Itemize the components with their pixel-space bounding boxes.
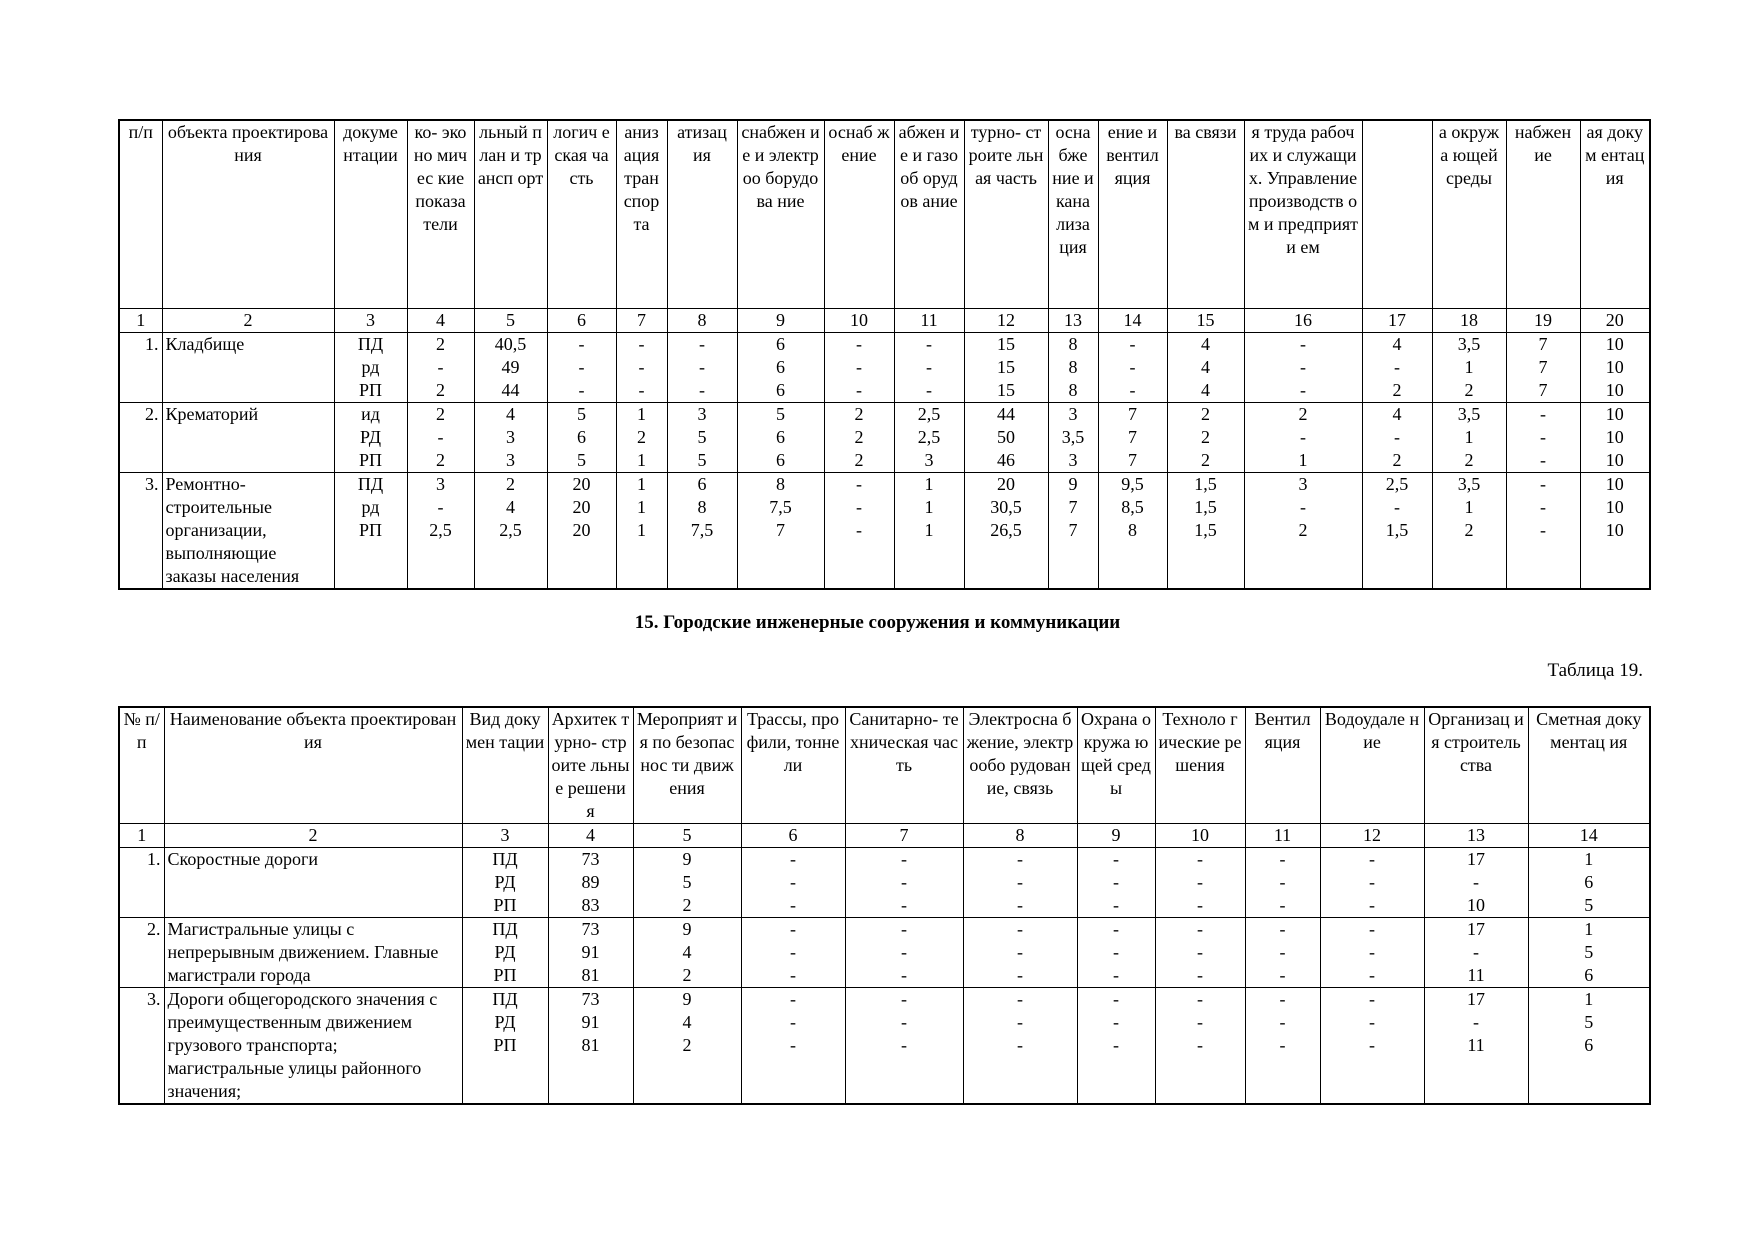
column-number-row: [119, 308, 1650, 332]
column-header: п/п: [119, 120, 162, 308]
column-number-row: [119, 824, 1650, 848]
column-number: 14: [1528, 824, 1650, 848]
table-cell: 2 2 2: [824, 402, 894, 472]
table-cell: - - -: [1155, 848, 1245, 918]
table-cell: 44 50 46: [964, 402, 1048, 472]
table-cell: - - -: [845, 918, 963, 988]
table-cell: 6 8 7,5: [667, 472, 737, 589]
row-number: 3.: [119, 988, 164, 1105]
table-cell: - - -: [667, 332, 737, 402]
table-cell: 10 10 10: [1580, 332, 1650, 402]
column-header: аниз ация тран спор та: [616, 120, 667, 308]
table-cell: - - -: [1320, 988, 1424, 1105]
table-cell: 15 15 15: [964, 332, 1048, 402]
column-header: Трассы, профили, тоннели: [741, 707, 845, 824]
column-number: 2: [162, 308, 334, 332]
column-header: Вид докумен тации: [462, 707, 548, 824]
table-row: [119, 848, 1650, 918]
table-cell: 73 89 83: [548, 848, 633, 918]
column-number: 5: [474, 308, 547, 332]
column-header: № п/п: [119, 707, 164, 824]
header-row: [119, 707, 1650, 824]
table-cell: ид РД РП: [334, 402, 407, 472]
column-number: 17: [1362, 308, 1432, 332]
table-cell: ПД РД РП: [462, 848, 548, 918]
column-number: 18: [1432, 308, 1506, 332]
table-cell: 5 6 5: [547, 402, 616, 472]
column-header: ение и вентил яция: [1098, 120, 1167, 308]
table-cell: - - -: [547, 332, 616, 402]
column-number: 4: [407, 308, 474, 332]
column-number: 2: [164, 824, 462, 848]
column-header: [1362, 120, 1432, 308]
table-cell: - - -: [1098, 332, 1167, 402]
table-cell: 1 1 1: [616, 472, 667, 589]
table-cell: 3,5 1 2: [1432, 472, 1506, 589]
table-cell: - - -: [1155, 988, 1245, 1105]
table-1-body: [119, 120, 1650, 589]
table-cell: 2 - 2: [407, 402, 474, 472]
column-header: снабжен ие и электроо борудова ние: [737, 120, 824, 308]
column-number: 7: [616, 308, 667, 332]
column-header: Сметная документац ия: [1528, 707, 1650, 824]
table-cell: 8 7,5 7: [737, 472, 824, 589]
column-number: 20: [1580, 308, 1650, 332]
column-header: оснаб жение: [824, 120, 894, 308]
table-cell: 1 6 5: [1528, 848, 1650, 918]
table-cell: - - -: [616, 332, 667, 402]
table-cell: 2,5 - 1,5: [1362, 472, 1432, 589]
table-19-body: [119, 707, 1650, 1104]
column-number: 1: [119, 308, 162, 332]
column-header: ва связи: [1167, 120, 1244, 308]
object-name: Крематорий: [162, 402, 334, 472]
column-number: 9: [737, 308, 824, 332]
table-cell: 9 7 7: [1048, 472, 1098, 589]
table-row: [119, 988, 1650, 1105]
table-cell: 9 5 2: [633, 848, 741, 918]
table-cell: 4 - 2: [1362, 402, 1432, 472]
column-header: Архитек турно- строите льные решения: [548, 707, 633, 824]
table-cell: 17 - 11: [1424, 988, 1528, 1105]
table-cell: 3,5 1 2: [1432, 402, 1506, 472]
table-cell: ПД рд РП: [334, 472, 407, 589]
table-cell: 3,5 1 2: [1432, 332, 1506, 402]
table-cell: - - -: [1244, 332, 1362, 402]
table-cell: 3 - 2,5: [407, 472, 474, 589]
table-cell: 4 - 2: [1362, 332, 1432, 402]
table-cell: 40,5 49 44: [474, 332, 547, 402]
table-cell: - - -: [845, 988, 963, 1105]
row-number: 1.: [119, 848, 164, 918]
table-cell: - - -: [1320, 848, 1424, 918]
column-number: 8: [963, 824, 1077, 848]
row-number: 1.: [119, 332, 162, 402]
table-cell: ПД РД РП: [462, 988, 548, 1105]
table-cell: - - -: [1077, 988, 1155, 1105]
table-row: [119, 472, 1650, 589]
design-norms-table-19: [118, 706, 1651, 1105]
table-cell: 3 - 2: [1244, 472, 1362, 589]
row-number: 2.: [119, 918, 164, 988]
column-header: Наименование объекта проектирования: [164, 707, 462, 824]
table-row: [119, 332, 1650, 402]
column-number: 11: [894, 308, 964, 332]
table-cell: - - -: [741, 848, 845, 918]
column-header: Мероприят ия по безопаснос ти движения: [633, 707, 741, 824]
table-cell: ПД рд РП: [334, 332, 407, 402]
column-header: объекта проектирования: [162, 120, 334, 308]
table-cell: 1 1 1: [894, 472, 964, 589]
column-number: 12: [1320, 824, 1424, 848]
column-number: 4: [548, 824, 633, 848]
header-row: [119, 120, 1650, 308]
table-row: [119, 402, 1650, 472]
table-cell: 1 2 1: [616, 402, 667, 472]
column-header: Электросна бжение, электрообо рудование, связь: [963, 707, 1077, 824]
object-name: Ремонтно-строительные организации, выполняющие заказы населения: [162, 472, 334, 589]
table-cell: - - -: [824, 332, 894, 402]
table-cell: - - -: [1245, 988, 1320, 1105]
table-cell: ПД РД РП: [462, 918, 548, 988]
column-header: я труда рабочих и служащих. Управление производств ом и предприяти ем: [1244, 120, 1362, 308]
table-cell: - - -: [1077, 918, 1155, 988]
table-cell: - - -: [963, 848, 1077, 918]
column-number: 16: [1244, 308, 1362, 332]
table-cell: 2 4 2,5: [474, 472, 547, 589]
design-norms-table-1: [118, 119, 1651, 590]
object-name: Магистральные улицы с непрерывным движением. Главные магистрали города: [164, 918, 462, 988]
column-header: Водоудале ние: [1320, 707, 1424, 824]
column-number: 15: [1167, 308, 1244, 332]
column-header: льный план и трансп орт: [474, 120, 547, 308]
column-number: 10: [824, 308, 894, 332]
column-number: 10: [1155, 824, 1245, 848]
table-cell: - - -: [1506, 472, 1580, 589]
column-header: докуме нтации: [334, 120, 407, 308]
table-cell: 9 4 2: [633, 988, 741, 1105]
column-number: 3: [462, 824, 548, 848]
column-header: Охрана окружа ющей среды: [1077, 707, 1155, 824]
table-cell: - - -: [1320, 918, 1424, 988]
column-header: Организац ия строитель ства: [1424, 707, 1528, 824]
table-cell: 20 30,5 26,5: [964, 472, 1048, 589]
column-header: турно- строите льная часть: [964, 120, 1048, 308]
table-cell: 2 - 2: [407, 332, 474, 402]
table-cell: 1,5 1,5 1,5: [1167, 472, 1244, 589]
table-cell: 9 4 2: [633, 918, 741, 988]
table-cell: 5 6 6: [737, 402, 824, 472]
column-number: 19: [1506, 308, 1580, 332]
object-name: Дороги общегородского значения с преимущественным движением грузового транспорта; магистральные улицы районного значения;: [164, 988, 462, 1105]
table-cell: - - -: [1077, 848, 1155, 918]
table-cell: 17 - 11: [1424, 918, 1528, 988]
table-cell: 73 91 81: [548, 988, 633, 1105]
table-cell: 17 - 10: [1424, 848, 1528, 918]
table-cell: 3 3,5 3: [1048, 402, 1098, 472]
table-cell: 8 8 8: [1048, 332, 1098, 402]
table-cell: - - -: [741, 988, 845, 1105]
table-caption: Таблица 19.: [1547, 660, 1643, 681]
table-cell: 3 5 5: [667, 402, 737, 472]
column-header: атизац ия: [667, 120, 737, 308]
column-header: Санитарно- техническая часть: [845, 707, 963, 824]
object-name: Кладбище: [162, 332, 334, 402]
table-cell: - - -: [963, 918, 1077, 988]
table-cell: 10 10 10: [1580, 402, 1650, 472]
column-number: 11: [1245, 824, 1320, 848]
column-header: абжен ие и газооб орудов ание: [894, 120, 964, 308]
column-header: осна бже ние и кана лиза ция: [1048, 120, 1098, 308]
table-cell: - - -: [894, 332, 964, 402]
row-number: 3.: [119, 472, 162, 589]
table-cell: 9,5 8,5 8: [1098, 472, 1167, 589]
column-header: Вентил яция: [1245, 707, 1320, 824]
column-number: 13: [1048, 308, 1098, 332]
table-cell: - - -: [1245, 848, 1320, 918]
column-number: 12: [964, 308, 1048, 332]
table-cell: 2 - 1: [1244, 402, 1362, 472]
column-header: набжен ие: [1506, 120, 1580, 308]
table-cell: 7 7 7: [1098, 402, 1167, 472]
table-cell: 4 4 4: [1167, 332, 1244, 402]
column-header: логич еская часть: [547, 120, 616, 308]
table-cell: - - -: [1506, 402, 1580, 472]
column-number: 6: [547, 308, 616, 332]
column-number: 3: [334, 308, 407, 332]
table-cell: 1 5 6: [1528, 988, 1650, 1105]
table-cell: 4 3 3: [474, 402, 547, 472]
table-cell: - - -: [963, 988, 1077, 1105]
column-header: ко- эконо мичес кие показа тели: [407, 120, 474, 308]
column-number: 6: [741, 824, 845, 848]
column-number: 13: [1424, 824, 1528, 848]
column-number: 14: [1098, 308, 1167, 332]
column-number: 9: [1077, 824, 1155, 848]
row-number: 2.: [119, 402, 162, 472]
table-cell: - - -: [1155, 918, 1245, 988]
table-cell: - - -: [741, 918, 845, 988]
table-cell: 6 6 6: [737, 332, 824, 402]
table-cell: 1 5 6: [1528, 918, 1650, 988]
table-cell: - - -: [824, 472, 894, 589]
object-name: Скоростные дороги: [164, 848, 462, 918]
column-number: 5: [633, 824, 741, 848]
column-number: 8: [667, 308, 737, 332]
table-cell: 2,5 2,5 3: [894, 402, 964, 472]
table-cell: 73 91 81: [548, 918, 633, 988]
table-cell: 2 2 2: [1167, 402, 1244, 472]
table-row: [119, 918, 1650, 988]
column-header: ая докум ентац ия: [1580, 120, 1650, 308]
column-number: 1: [119, 824, 164, 848]
table-cell: 10 10 10: [1580, 472, 1650, 589]
table-cell: - - -: [1245, 918, 1320, 988]
column-number: 7: [845, 824, 963, 848]
table-cell: 7 7 7: [1506, 332, 1580, 402]
table-cell: 20 20 20: [547, 472, 616, 589]
column-header: Техноло гические решения: [1155, 707, 1245, 824]
table-cell: - - -: [845, 848, 963, 918]
section-title: 15. Городские инженерные сооружения и коммуникации: [634, 612, 1121, 633]
column-header: а окружа ющей среды: [1432, 120, 1506, 308]
